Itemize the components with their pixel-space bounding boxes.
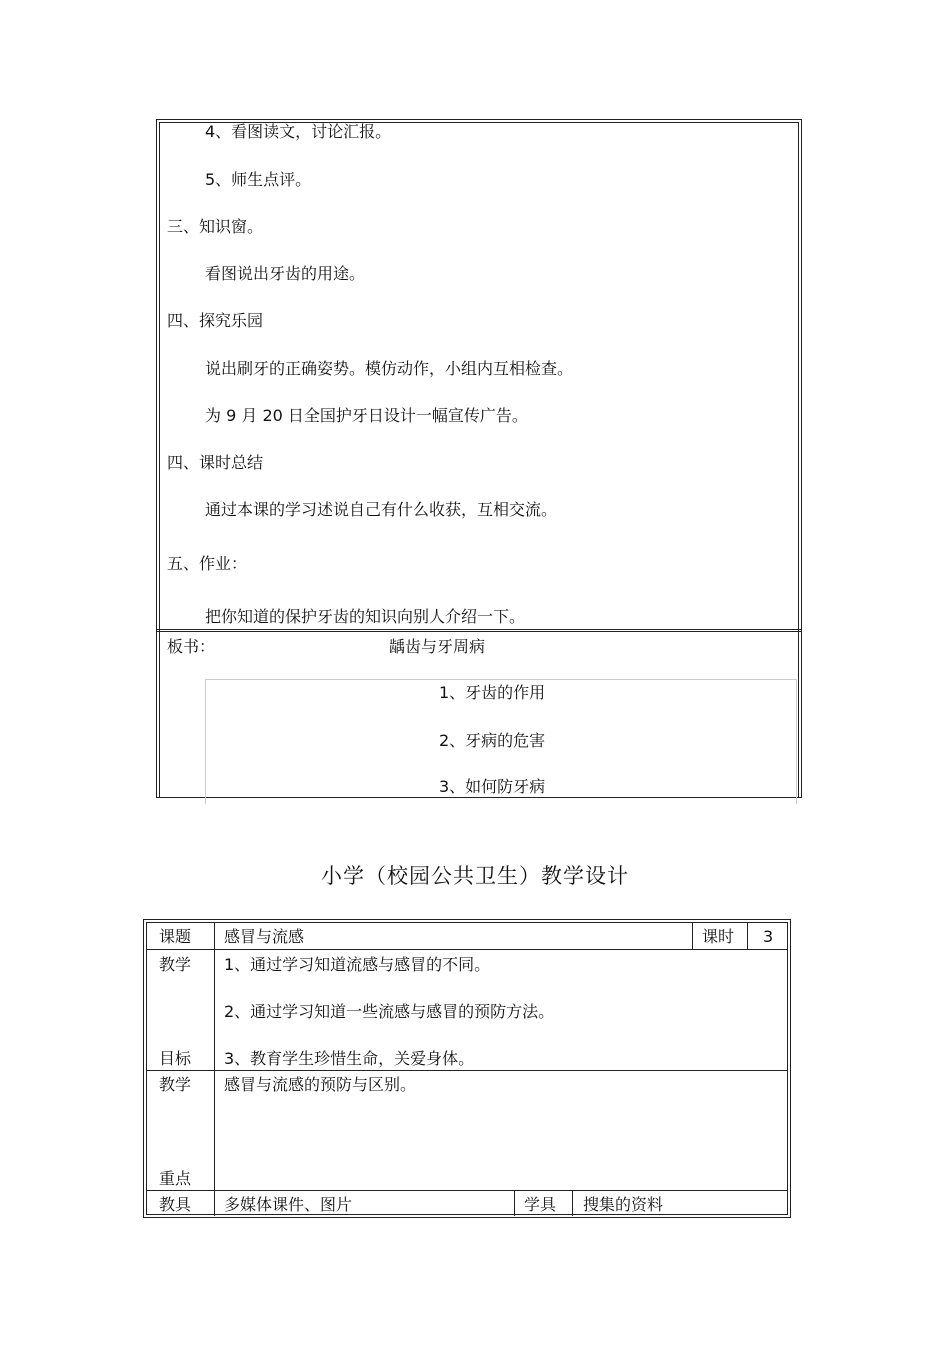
- tools-label: 教具: [159, 1195, 192, 1214]
- focus-label-top: 教学: [159, 1075, 192, 1094]
- section-knowledge-window: 三、知识窗。: [167, 217, 264, 236]
- section-divider: [157, 629, 801, 632]
- lesson-design-table: [143, 919, 791, 1218]
- knowledge-window-text: 看图说出牙齿的用途。: [205, 264, 366, 283]
- explore-text-1: 说出刷牙的正确姿势。模仿动作，小组内互相检查。: [205, 359, 574, 378]
- lesson-steps-table: [156, 119, 802, 798]
- col-divider: [692, 922, 693, 950]
- step-5: 5、师生点评。: [205, 170, 312, 189]
- goals-label-top: 教学: [159, 955, 192, 974]
- student-tools-value: 搜集的资料: [583, 1195, 664, 1214]
- focus-label-bottom: 重点: [159, 1169, 192, 1188]
- topic-label: 课题: [159, 927, 192, 946]
- student-tools-label: 学具: [524, 1195, 557, 1214]
- goals-label-bottom: 目标: [159, 1049, 192, 1068]
- explore-text-2: 为 9 月 20 日全国护牙日设计一幅宣传广告。: [205, 406, 528, 425]
- topic-value: 感冒与流感: [224, 927, 305, 946]
- tools-value: 多媒体课件、图片: [224, 1195, 353, 1214]
- blackboard-item: 2、牙病的危害: [439, 731, 546, 750]
- col-divider: [747, 922, 748, 950]
- section-summary: 四、课时总结: [167, 453, 264, 472]
- period-label: 课时: [702, 927, 735, 946]
- col-divider: [514, 1190, 515, 1216]
- col-divider: [572, 1190, 573, 1216]
- col-divider: [214, 922, 215, 1216]
- row-divider: [146, 1190, 788, 1191]
- summary-text: 通过本课的学习述说自己有什么收获，互相交流。: [205, 500, 558, 519]
- blackboard-title: 龋齿与牙周病: [389, 637, 486, 656]
- document-heading: 小学（校园公共卫生）教学设计: [321, 864, 629, 888]
- goal-item: 3、教育学生珍惜生命，关爱身体。: [224, 1049, 475, 1068]
- focus-value: 感冒与流感的预防与区别。: [224, 1075, 417, 1094]
- goal-item: 1、通过学习知道流感与感冒的不同。: [224, 955, 491, 974]
- blackboard-label: 板书：: [167, 637, 216, 656]
- period-value: 3: [763, 927, 774, 946]
- blackboard-item: 3、如何防牙病: [439, 777, 546, 796]
- blackboard-item: 1、牙齿的作用: [439, 683, 546, 702]
- section-explore: 四、探究乐园: [167, 311, 264, 330]
- row-divider: [146, 1070, 788, 1071]
- section-homework: 五、作业：: [167, 554, 248, 573]
- step-4: 4、看图读文，讨论汇报。: [205, 122, 392, 141]
- goal-item: 2、通过学习知道一些流感与感冒的预防方法。: [224, 1002, 555, 1021]
- homework-text: 把你知道的保护牙齿的知识向别人介绍一下。: [205, 607, 526, 626]
